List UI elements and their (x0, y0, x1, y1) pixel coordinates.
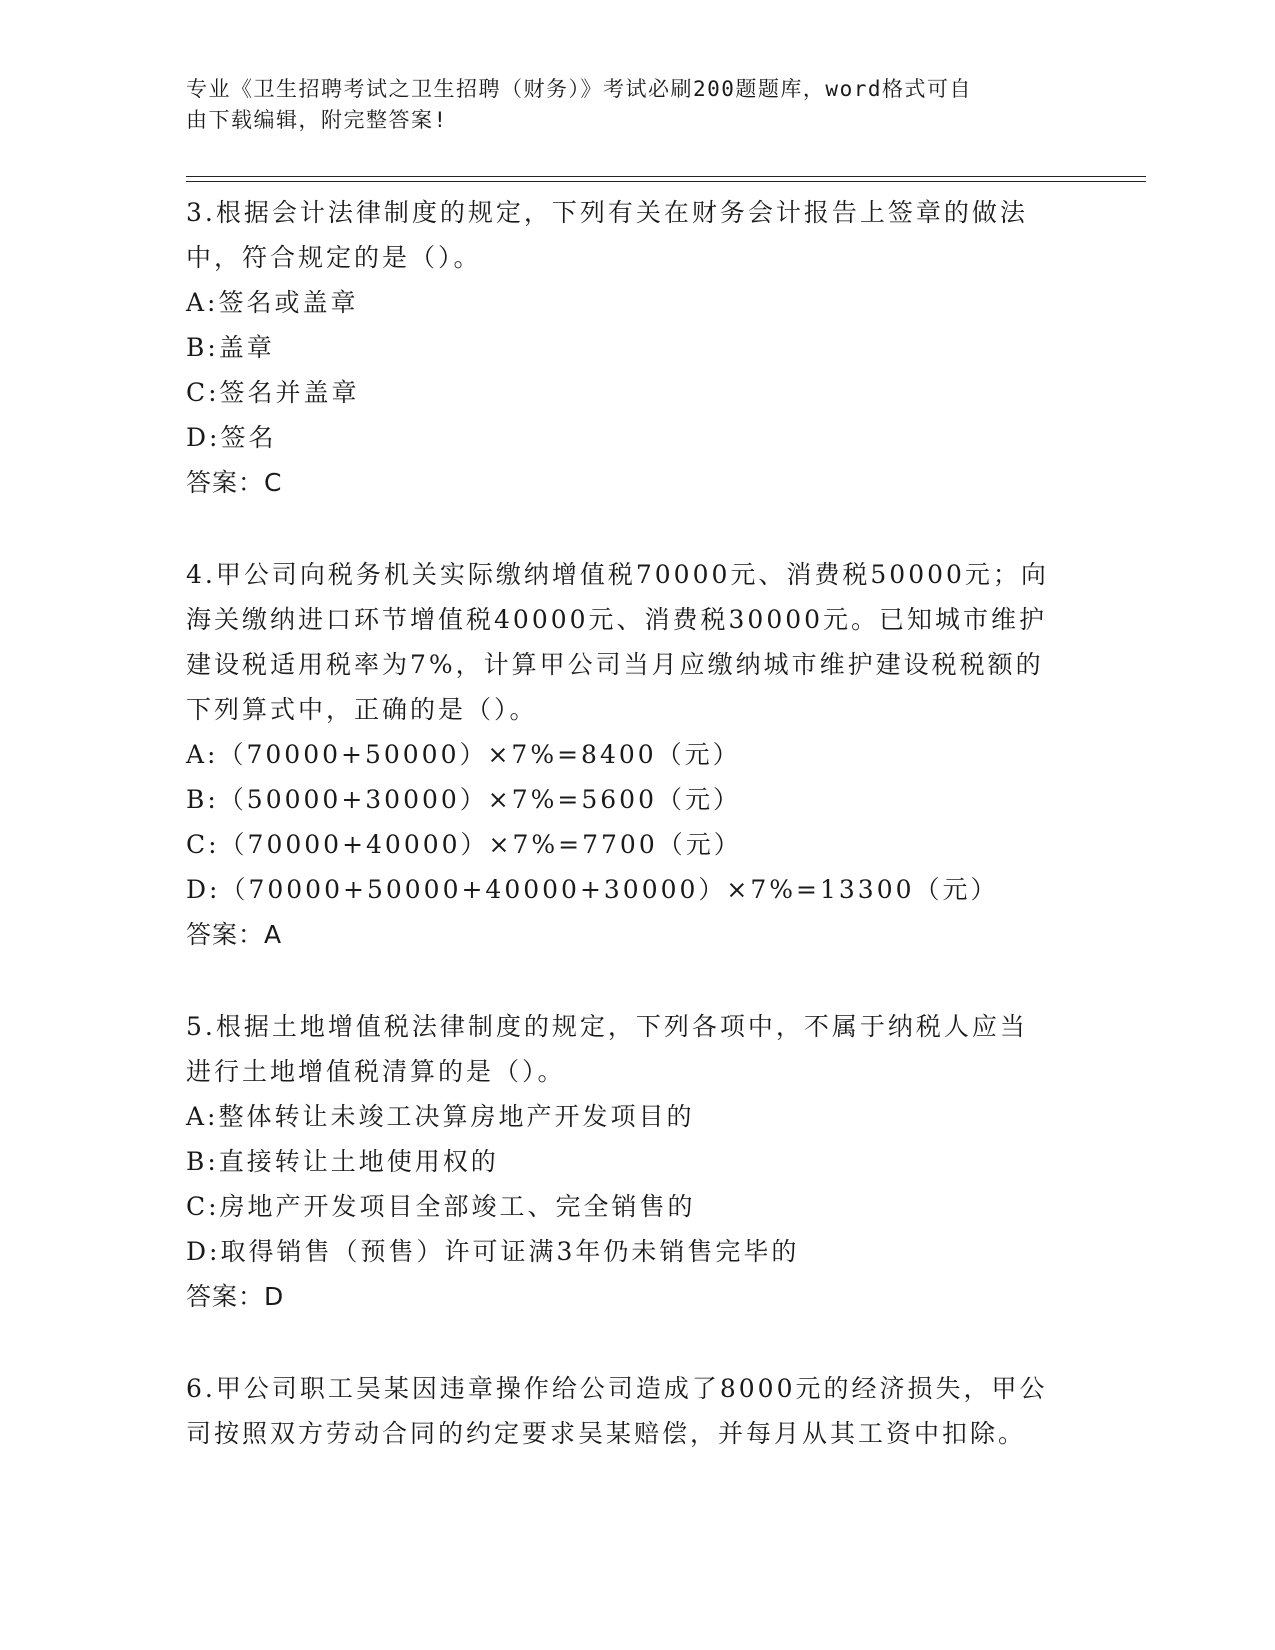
question-gap (186, 957, 1086, 1004)
answer-line: 答案：D (186, 1282, 285, 1311)
header-rule-top (186, 176, 1146, 177)
option-c: C:签名并盖章 (186, 378, 360, 407)
question-text: 建设税适用税率为7%，计算甲公司当月应缴纳城市维护建设税税额的 (186, 650, 1044, 679)
option-b: B:（50000+30000）×7%=5600（元） (186, 785, 741, 814)
option-a: A:整体转让未竣工决算房地产开发项目的 (186, 1102, 695, 1131)
option-d: D:签名 (186, 423, 277, 452)
question-text: 5.根据土地增值税法律制度的规定，下列各项中，不属于纳税人应当 (186, 1012, 1028, 1041)
answer-line: 答案：C (186, 468, 283, 497)
header-line-1: 专业《卫生招聘考试之卫生招聘（财务）》考试必刷200题题库，word格式可自 (186, 77, 972, 101)
answer-line: 答案：A (186, 920, 283, 949)
question-text: 中，符合规定的是（）。 (186, 243, 482, 272)
question-text: 6.甲公司职工吴某因违章操作给公司造成了8000元的经济损失，甲公 (186, 1374, 1048, 1403)
question-text: 海关缴纳进口环节增值税40000元、消费税30000元。已知城市维护 (186, 605, 1048, 634)
question-text: 司按照双方劳动合同的约定要求吴某赔偿，并每月从其工资中扣除。 (186, 1419, 1027, 1448)
option-a: A:（70000+50000）×7%=8400（元） (186, 740, 741, 769)
option-d: D:（70000+50000+40000+30000）×7%=13300（元） (186, 875, 999, 904)
option-c: C:（70000+40000）×7%=7700（元） (186, 830, 742, 859)
question-3 (186, 190, 1086, 505)
question-text: 3.根据会计法律制度的规定，下列有关在财务会计报告上签章的做法 (186, 198, 1028, 227)
question-gap (186, 1319, 1086, 1366)
document-header (186, 74, 1066, 136)
question-5 (186, 1004, 1086, 1319)
question-text: 进行土地增值税清算的是（）。 (186, 1057, 566, 1086)
option-c: C:房地产开发项目全部竣工、完全销售的 (186, 1192, 696, 1221)
question-6 (186, 1366, 1086, 1456)
header-line-2: 由下载编辑，附完整答案! (186, 108, 448, 132)
question-gap (186, 505, 1086, 552)
question-text: 4.甲公司向税务机关实际缴纳增值税70000元、消费税50000元；向 (186, 560, 1049, 589)
question-list (186, 190, 1086, 1456)
option-d: D:取得销售（预售）许可证满3年仍未销售完毕的 (186, 1237, 800, 1266)
option-b: B:直接转让土地使用权的 (186, 1147, 499, 1176)
question-text: 下列算式中，正确的是（）。 (186, 695, 538, 724)
option-a: A:签名或盖章 (186, 288, 359, 317)
question-4 (186, 552, 1086, 957)
option-b: B:盖章 (186, 333, 275, 362)
header-rule-bottom (186, 181, 1146, 182)
